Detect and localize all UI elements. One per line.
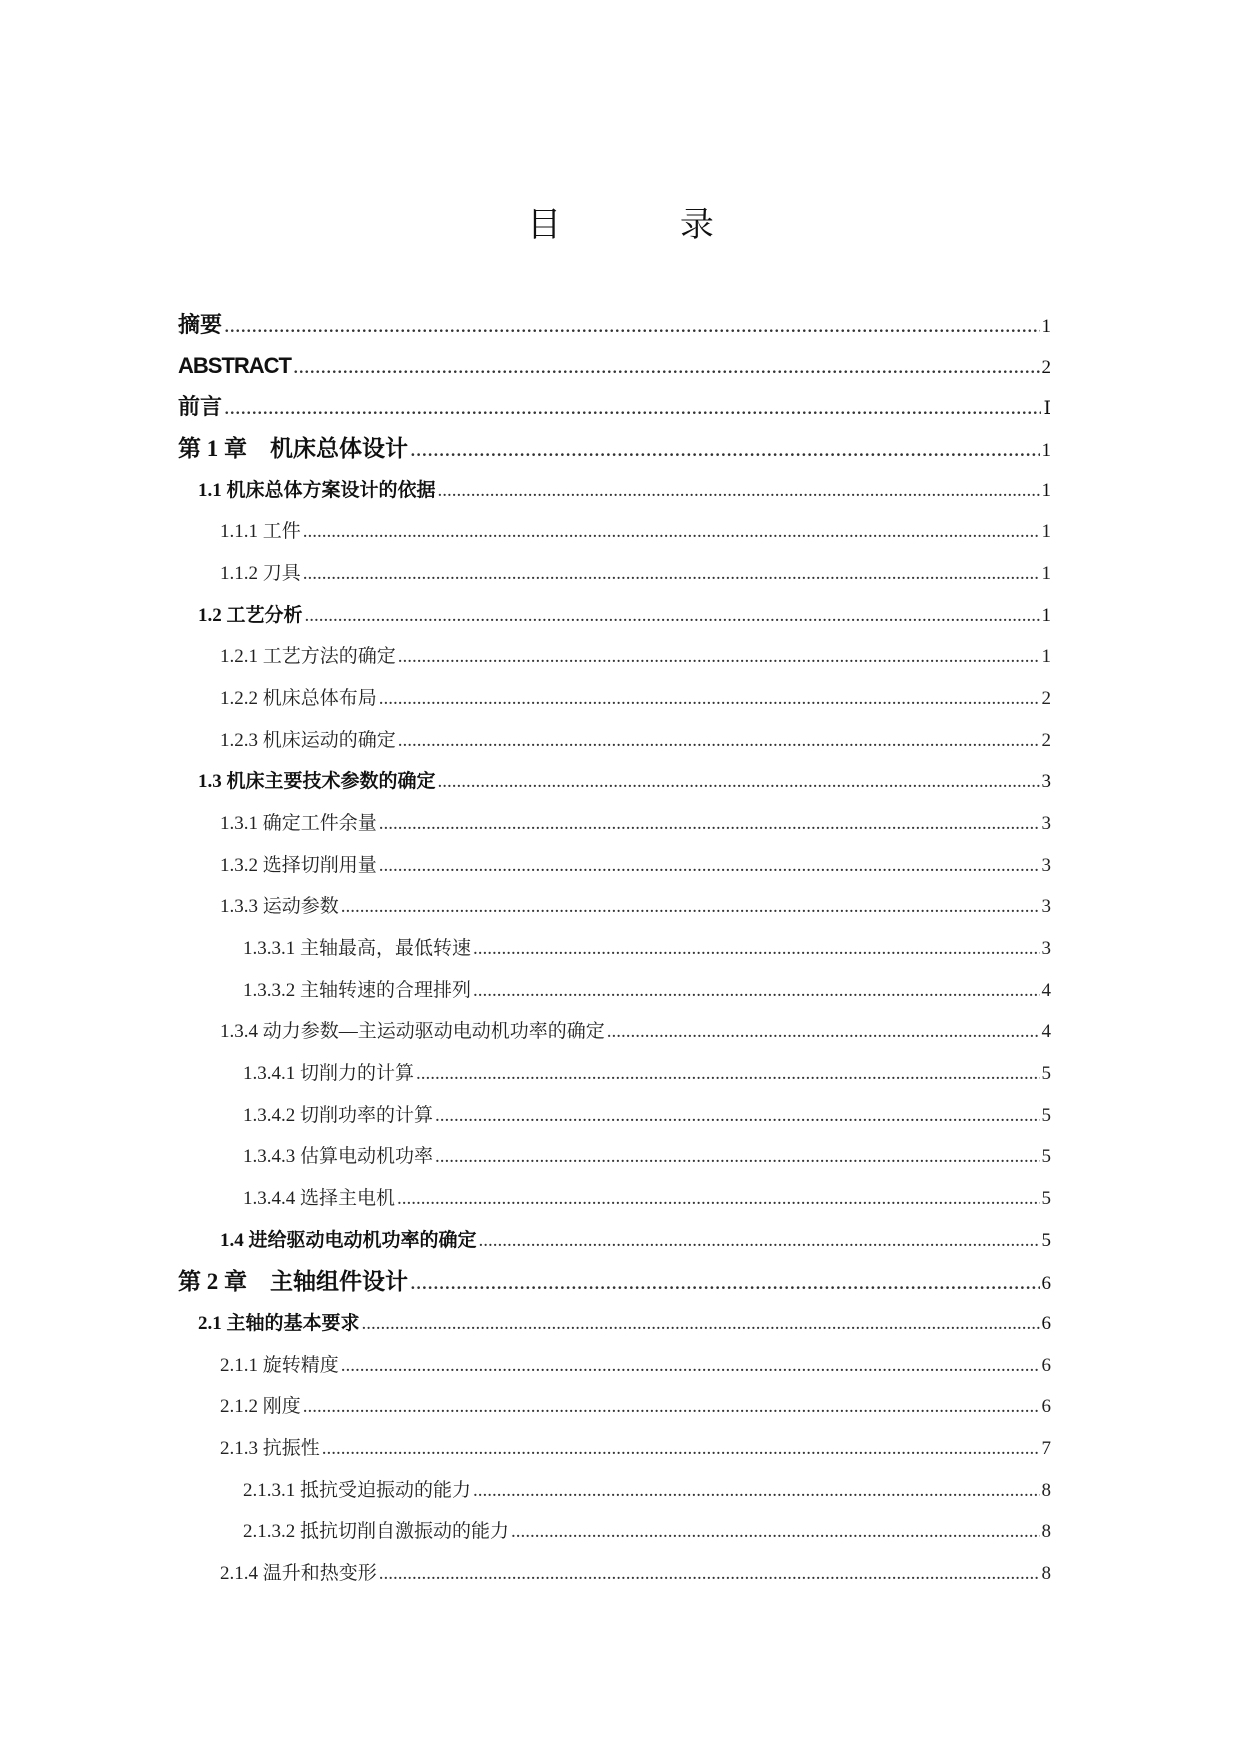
toc-leader-dots: [293, 349, 1040, 383]
toc-entry-subsubsection[interactable]: [243, 974, 1051, 1008]
toc-entry-text: 2.1.3 抗振性: [220, 1438, 320, 1459]
toc-entry-text: 1.1 机床总体方案设计的依据: [198, 480, 436, 501]
toc-entry-section[interactable]: [198, 1307, 1051, 1341]
toc-entry-chapter-1[interactable]: [178, 432, 1051, 466]
toc-leader-dots: [438, 765, 1040, 799]
toc-page-number: 3: [1041, 855, 1051, 876]
toc-entry-preface[interactable]: [178, 390, 1051, 424]
toc-page-number: Ⅰ: [1043, 398, 1051, 419]
toc-leader-dots: [473, 974, 1039, 1008]
toc-entry-text: 1.3.3.2 主轴转速的合理排列: [243, 980, 472, 1001]
toc-page-number: 7: [1041, 1438, 1051, 1459]
toc-page-number: 8: [1041, 1563, 1051, 1584]
toc-entry-subsection[interactable]: [220, 724, 1051, 758]
toc-page-number: 2: [1041, 688, 1051, 709]
toc-page-number: 8: [1041, 1521, 1051, 1542]
toc-page-number: 1: [1041, 563, 1051, 584]
toc-leader-dots: [398, 640, 1040, 674]
toc-page-number: 3: [1041, 896, 1051, 917]
toc-entry-text: 1.3.4.2 切削功率的计算: [243, 1105, 434, 1126]
toc-entry-text: 1.2.1 工艺方法的确定: [220, 646, 396, 667]
toc-leader-dots: [397, 1182, 1039, 1216]
toc-entry-section[interactable]: [220, 1224, 1051, 1258]
toc-entry-subsection[interactable]: [220, 1349, 1051, 1383]
toc-entry-subsubsection[interactable]: [243, 1182, 1051, 1216]
toc-entry-subsubsection[interactable]: [243, 1515, 1051, 1549]
toc-leader-dots: [379, 1557, 1040, 1591]
toc-entry-text: 前言: [178, 395, 223, 420]
toc-entry-subsubsection[interactable]: [243, 1099, 1051, 1133]
toc-entry-text: 1.2.2 机床总体布局: [220, 688, 377, 709]
toc-entry-text: 2.1 主轴的基本要求: [198, 1313, 360, 1334]
toc-leader-dots: [341, 1349, 1040, 1383]
toc-page-number: 3: [1041, 771, 1051, 792]
toc-leader-dots: [479, 1224, 1040, 1258]
toc-leader-dots: [379, 682, 1040, 716]
toc-entry-subsection[interactable]: [220, 515, 1051, 549]
toc-leader-dots: [607, 1015, 1040, 1049]
toc-page-number: 5: [1041, 1146, 1051, 1167]
toc-page-number: 2: [1041, 730, 1051, 751]
toc-page-number: 8: [1041, 1480, 1051, 1501]
toc-entry-text: 2.1.1 旋转精度: [220, 1355, 339, 1376]
toc-entry-text: 2.1.2 刚度: [220, 1396, 301, 1417]
toc-entry-text: 1.3.4.3 估算电动机功率: [243, 1146, 434, 1167]
toc-entry-subsection[interactable]: [220, 807, 1051, 841]
toc-leader-dots: [303, 1390, 1040, 1424]
toc-leader-dots: [473, 1474, 1039, 1508]
toc-page-number: 4: [1041, 980, 1051, 1001]
toc-page-number: 5: [1041, 1063, 1051, 1084]
toc-leader-dots: [322, 1432, 1040, 1466]
toc-entry-section[interactable]: [198, 599, 1051, 633]
toc-entry-subsection[interactable]: [220, 849, 1051, 883]
toc-entry-text: 摘要: [178, 313, 223, 338]
toc-page-number: 5: [1041, 1230, 1051, 1251]
toc-leader-dots: [224, 390, 1041, 424]
toc-page-number: 1: [1041, 480, 1051, 501]
toc-entry-chapter-2[interactable]: [178, 1265, 1051, 1299]
toc-page-number: 1: [1041, 646, 1051, 667]
toc-entry-text: 1.3.3 运动参数: [220, 896, 339, 917]
toc-leader-dots: [303, 557, 1040, 591]
toc-entry-subsubsection[interactable]: [243, 1057, 1051, 1091]
toc-entry-section[interactable]: [198, 765, 1051, 799]
toc-page-number: 5: [1041, 1188, 1051, 1209]
toc-page-number: 6: [1041, 1273, 1051, 1294]
toc-page-number: 3: [1041, 813, 1051, 834]
toc-entry-text: 1.1.2 刀具: [220, 563, 301, 584]
toc-leader-dots: [398, 724, 1040, 758]
toc-entry-subsection[interactable]: [220, 1432, 1051, 1466]
toc-page-number: 1: [1041, 521, 1051, 542]
toc-entry-subsection[interactable]: [220, 890, 1051, 924]
toc-page-number: 1: [1041, 316, 1051, 337]
toc-entry-text: 1.3.3.1 主轴最高，最低转速: [243, 938, 472, 959]
toc-entry-text: 2.1.4 温升和热变形: [220, 1563, 377, 1584]
toc-page-number: 1: [1041, 605, 1051, 626]
page-title: 目 录: [527, 205, 768, 245]
toc-leader-dots: [379, 849, 1040, 883]
toc-leader-dots: [473, 932, 1039, 966]
toc-leader-dots: [341, 890, 1040, 924]
toc-entry-text: 1.4 进给驱动电动机功率的确定: [220, 1230, 477, 1251]
toc-entry-text: 2.1.3.1 抵抗受迫振动的能力: [243, 1480, 472, 1501]
toc-leader-dots: [435, 1140, 1039, 1174]
toc-page-number: 6: [1041, 1355, 1051, 1376]
toc-page-number: 6: [1041, 1396, 1051, 1417]
toc-leader-dots: [224, 308, 1039, 342]
toc-entry-subsection[interactable]: [220, 640, 1051, 674]
toc-leader-dots: [362, 1307, 1040, 1341]
toc-entry-subsection[interactable]: [220, 1015, 1051, 1049]
toc-entry-text: ABSTRACT: [178, 353, 291, 378]
toc-entry-text: 1.3 机床主要技术参数的确定: [198, 771, 436, 792]
toc-page-number: 4: [1041, 1021, 1051, 1042]
toc-entry-text: 1.1.1 工件: [220, 521, 301, 542]
toc-entry-subsection[interactable]: [220, 682, 1051, 716]
toc-entry-text: 1.2.3 机床运动的确定: [220, 730, 396, 751]
toc-entry-subsubsection[interactable]: [243, 1140, 1051, 1174]
toc-page-number: 5: [1041, 1105, 1051, 1126]
toc-entry-text: 第 1 章 机床总体设计: [178, 436, 408, 461]
toc-entry-subsection[interactable]: [220, 1557, 1051, 1591]
toc-leader-dots: [410, 1265, 1040, 1299]
toc-leader-dots: [435, 1099, 1039, 1133]
toc-leader-dots: [305, 599, 1040, 633]
toc-page-number: 6: [1041, 1313, 1051, 1334]
toc-entry-subsubsection[interactable]: [243, 932, 1051, 966]
toc-entry-text: 第 2 章 主轴组件设计: [178, 1269, 408, 1294]
toc-leader-dots: [416, 1057, 1039, 1091]
toc-page-number: 2: [1041, 357, 1051, 378]
toc-leader-dots: [410, 432, 1040, 466]
toc-leader-dots: [379, 807, 1040, 841]
toc-entry-section[interactable]: [198, 474, 1051, 508]
toc-entry-text: 1.3.2 选择切削用量: [220, 855, 377, 876]
toc-entry-subsection[interactable]: [220, 1390, 1051, 1424]
toc-entry-text: 1.3.4.4 选择主电机: [243, 1188, 396, 1209]
toc-page-number: 1: [1041, 440, 1051, 461]
toc-entry-abstract-en[interactable]: [178, 349, 1051, 383]
toc-entry-subsubsection[interactable]: [243, 1474, 1051, 1508]
toc-entry-abstract-cn[interactable]: [178, 308, 1051, 342]
toc-entry-text: 1.2 工艺分析: [198, 605, 303, 626]
toc-entry-text: 1.3.4.1 切削力的计算: [243, 1063, 415, 1084]
toc-entry-subsection[interactable]: [220, 557, 1051, 591]
toc-leader-dots: [511, 1515, 1039, 1549]
toc-page-number: 3: [1041, 938, 1051, 959]
toc-leader-dots: [438, 474, 1040, 508]
toc-leader-dots: [303, 515, 1040, 549]
toc-entry-text: 2.1.3.2 抵抗切削自激振动的能力: [243, 1521, 510, 1542]
toc-entry-text: 1.3.4 动力参数—主运动驱动电动机功率的确定: [220, 1021, 605, 1042]
toc-entry-text: 1.3.1 确定工件余量: [220, 813, 377, 834]
